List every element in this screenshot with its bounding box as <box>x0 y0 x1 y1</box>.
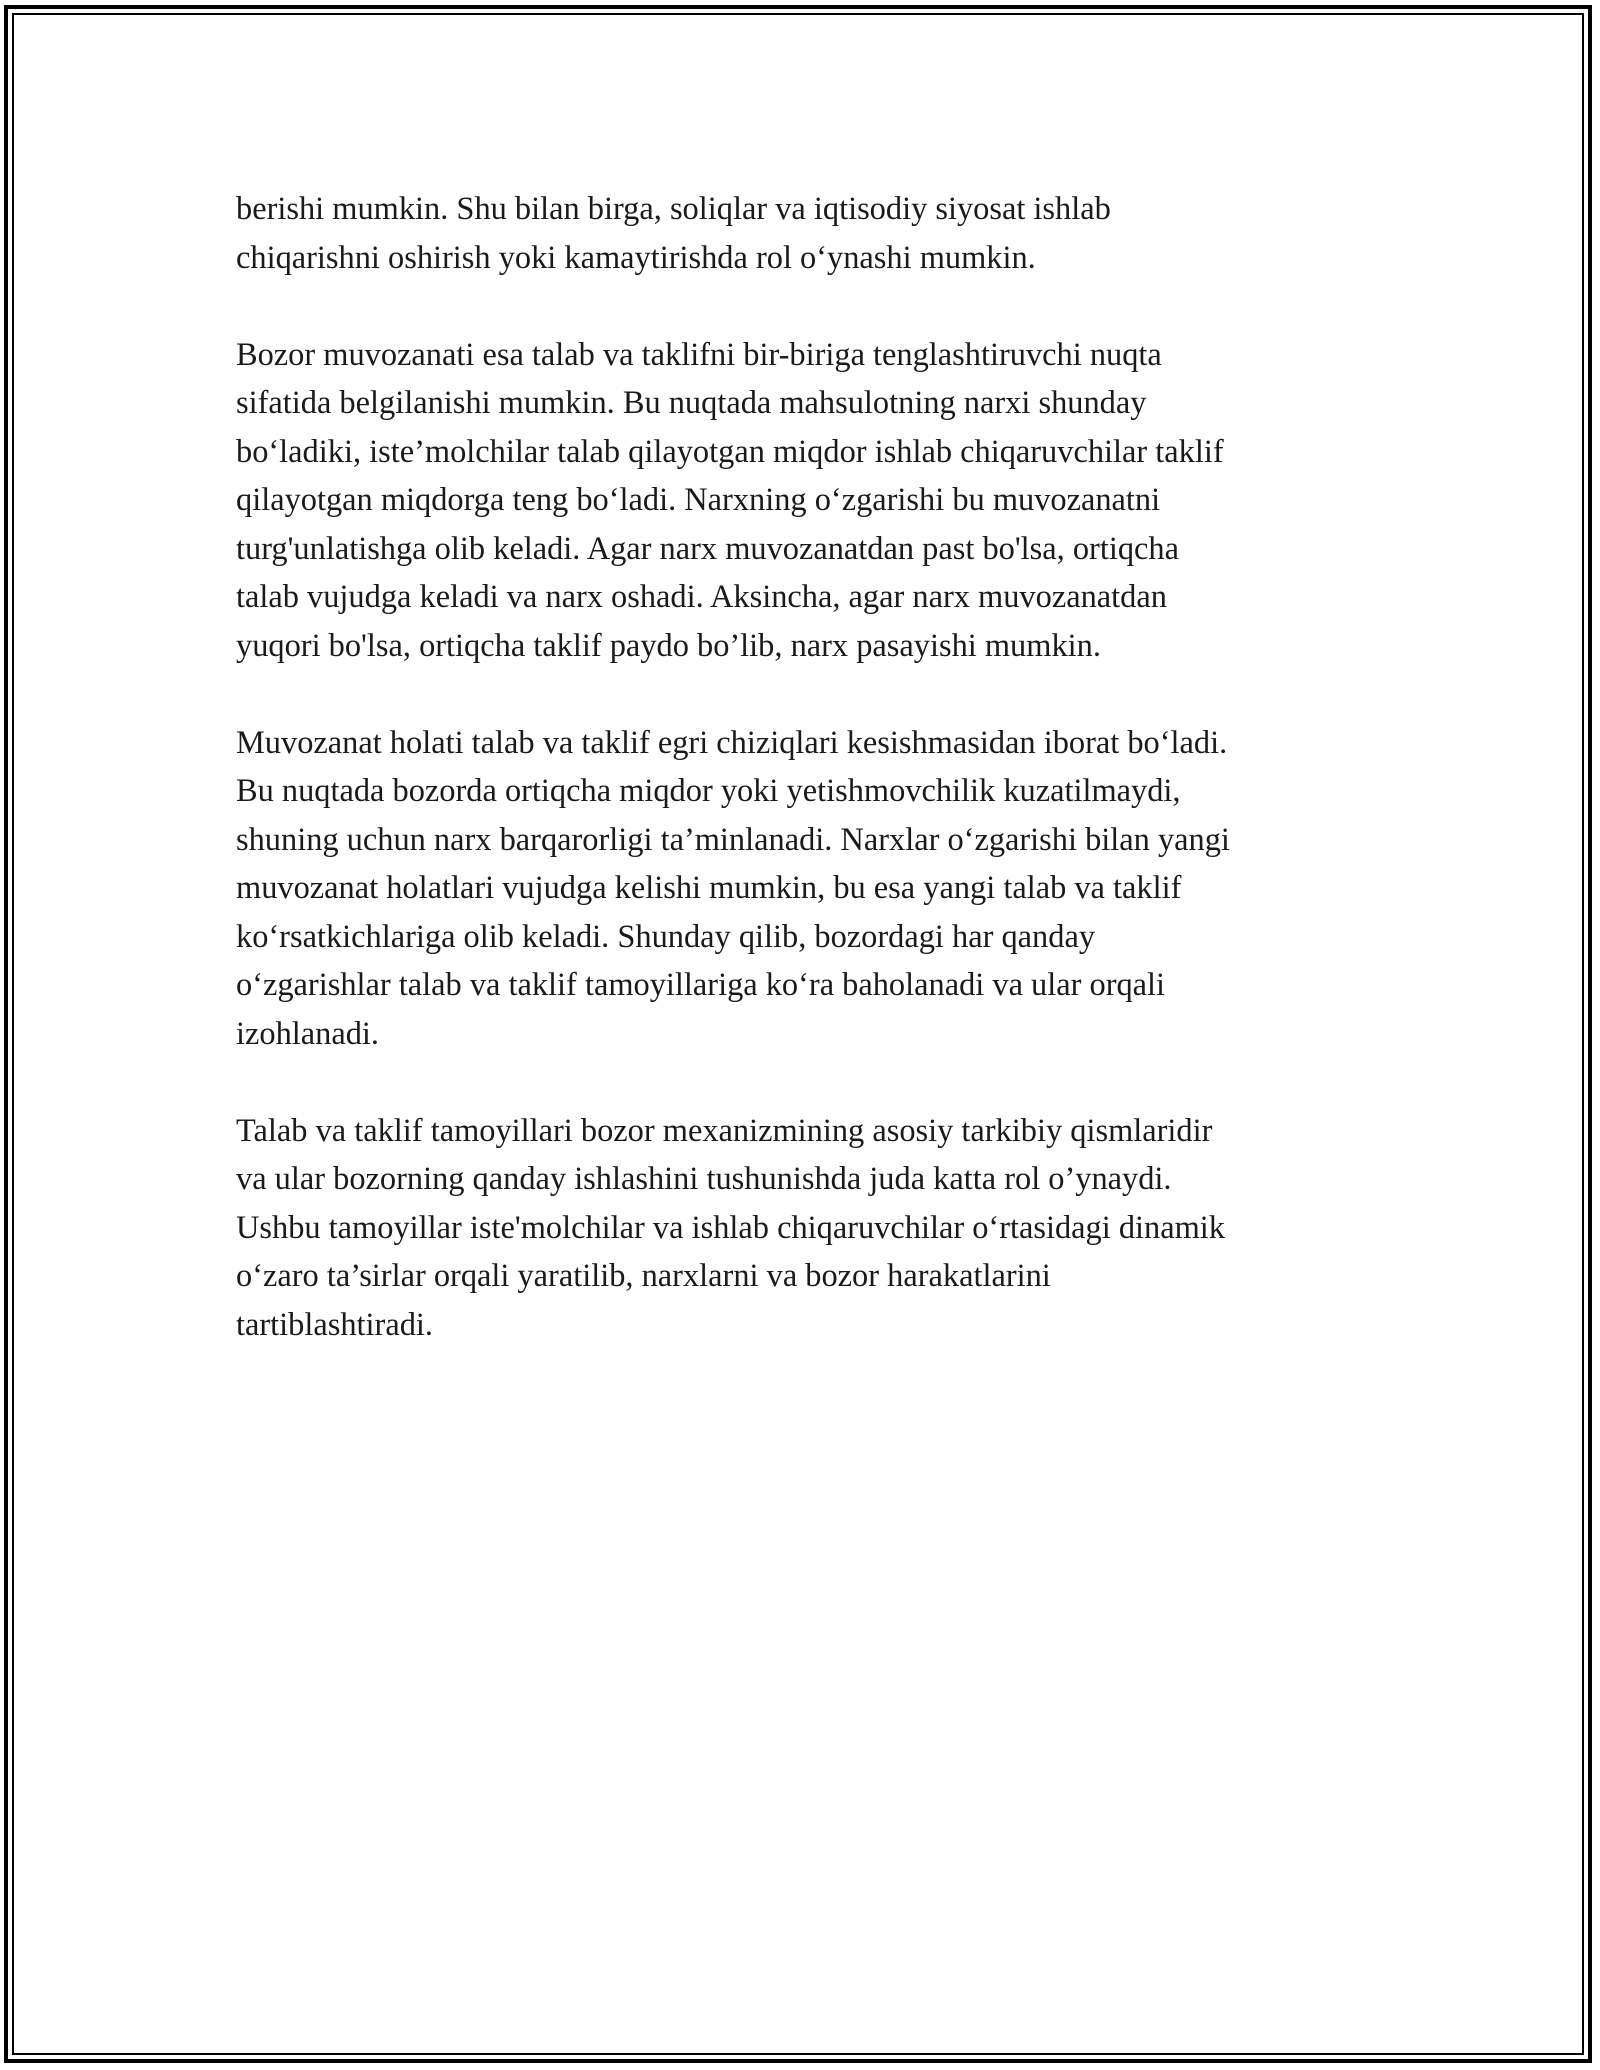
document-body <box>236 185 1366 1398</box>
paragraph-1: berishi mumkin. Shu bilan birga, soliqlar va iqtisodiy siyosat ishlab chiqarishni oshirish yoki kamaytirishda rol o‘ynashi mumkin. <box>236 191 1111 276</box>
paragraph-4: Talab va taklif tamoyillari bozor mexanizmining asosiy tarkibiy qismlaridir va ular bozorning qanday ishlashini tushunishda juda katta rol o’ynaydi. Ushbu tamoyillar iste'molchilar va ishlab chiqaruvchilar o‘rtasidagi dinamik o‘zaro ta’sirlar orqali yaratilib, narxlarni va bozor harakatlarini tartiblashtiradi. <box>236 1112 1225 1343</box>
paragraph-2: Bozor muvozanati esa talab va taklifni bir-biriga tenglashtiruvchi nuqta sifatida belgilanishi mumkin. Bu nuqtada mahsulotning narxi shunday bo‘ladiki, iste’molchilar talab qilayotgan miqdor ishlab chiqaruvchilar taklif qilayotgan miqdorga teng bo‘ladi. Narxning o‘zgarishi bu muvozanatni turg'unlatishga olib keladi. Agar narx muvozanatdan past bo'lsa, ortiqcha talab vujudga keladi va narx oshadi. Aksincha, agar narx muvozanatdan yuqori bo'lsa, ortiqcha taklif paydo bo’lib, narx pasayishi mumkin. <box>236 336 1224 664</box>
paragraph-3: Muvozanat holati talab va taklif egri chiziqlari kesishmasidan iborat bo‘ladi. Bu nuqtada bozorda ortiqcha miqdor yoki yetishmovchilik kuzatilmaydi, shuning uchun narx barqarorligi ta’minlanadi. Narxlar o‘zgarishi bilan yangi muvozanat holatlari vujudga kelishi mumkin, bu esa yangi talab va taklif ko‘rsatkichlariga olib keladi. Shunday qilib, bozordagi har qanday o‘zgarishlar talab va taklif tamoyillariga ko‘ra baholanadi va ular orqali izohlanadi. <box>236 724 1230 1052</box>
